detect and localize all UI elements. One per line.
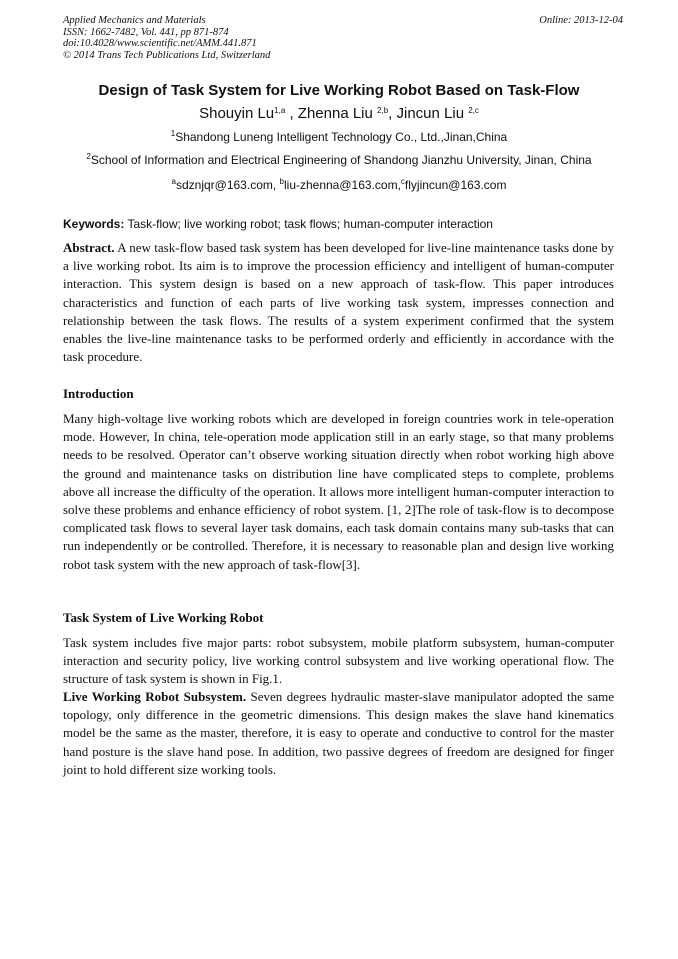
author-separator: , — [388, 105, 397, 122]
task-system-heading: Task System of Live Working Robot — [63, 610, 264, 625]
keywords-text: Task-flow; live working robot; task flows; human-computer interaction — [124, 217, 493, 231]
online-date: Online: 2013-12-04 — [539, 15, 623, 26]
journal-header — [63, 15, 623, 61]
keywords-label: Keywords: — [63, 217, 125, 231]
author-superscript: 2,c — [468, 106, 479, 115]
affiliation-superscript: 1 — [170, 129, 176, 138]
robot-subsystem-label: Live Working Robot Subsystem. — [63, 689, 247, 704]
affiliation-text: School of Information and Electrical Engineering of Shandong Jianzhu University, Jinan, China — [90, 153, 592, 167]
author-name: Jincun Liu — [396, 105, 469, 122]
doi-line: doi:10.4028/www.scientific.net/AMM.441.871 — [63, 38, 257, 50]
abstract-label: Abstract. — [63, 240, 115, 255]
author-name: Zhenna Liu — [297, 105, 378, 122]
author-superscript: 2,b — [377, 106, 389, 115]
affiliation-text: Shandong Luneng Intelligent Technology Co., Ltd.,Jinan,China — [175, 130, 508, 144]
robot-subsystem-paragraph — [63, 688, 614, 779]
introduction-heading: Introduction — [63, 386, 134, 401]
task-system-paragraph: Task system includes five major parts: robot subsystem, mobile platform subsystem, human-computer interaction and security policy, live working control subsystem and live working operational flow. The structure of task system is shown in Fig.1. — [63, 635, 614, 687]
email-superscript: a — [171, 177, 176, 186]
journal-name: Applied Mechanics and Materials — [63, 15, 206, 26]
affiliation-2 — [20, 153, 658, 167]
robot-subsystem-text: Seven degrees hydraulic master-slave manipulator adopted the same topology, only difference in the geometric dimensions. This design makes the slave hand kinematics model be the same as the master, therefore, it is easy to operate and conductive to control for the master hand posture is the slave hand pose. In addition, two passive degrees of freedom are designed for finger joint to hold different size working tools. — [63, 689, 614, 777]
introduction-paragraph: Many high-voltage live working robots which are developed in foreign countries work in tele-operation mode. However, In china, tele-operation mode application still in an early stage, so that many problems needs to be resolved. Operator can’t observe working situation directly when robot working high above the ground and maintenance tasks on distribution line have complicated steps to complete, problems above all increase the difficulty of the operation. It allows more intelligent human-computer interaction to solve these problems and enhance efficiency of robot system. [1, 2]The role of task-flow is to decompose complicated task flows to several layer task domains, each task domain contains many sub-tasks that can run independently or be controlled. Therefore, it is necessary to reasonable plan and design live working robot task system with the new approach of task-flow[3]. — [63, 411, 614, 572]
email-address: flyjincun@163.com — [404, 178, 507, 192]
author-line — [40, 105, 638, 122]
author-name: Shouyin Lu — [199, 105, 275, 122]
paper-title: Design of Task System for Live Working Robot Based on Task-Flow — [98, 82, 580, 99]
issn-line: ISSN: 1662-7482, Vol. 441, pp 871-874 — [63, 26, 229, 38]
keywords — [63, 217, 619, 231]
email-address: sdznjqr@163.com, — [175, 178, 280, 192]
author-superscript: 1,a — [274, 106, 286, 115]
email-superscript: b — [279, 177, 284, 186]
abstract — [63, 239, 614, 366]
affiliation-1 — [20, 130, 658, 144]
email-line — [20, 178, 658, 192]
abstract-text: A new task-flow based task system has been developed for live-line maintenance tasks done by a live working robot. Its aim is to improve the procession efficiency and intelligent of human-computer interaction. This system design is based on a new approach of task-flow. This paper introduces characteristics and function of each parts of live working task system, impresses connection and relationship between the task flows. The results of a system experiment confirmed that the system enables the live-line maintenance tasks to be performed orderly and efficiently in accordance with the task procedure. — [63, 240, 614, 365]
email-superscript: c — [400, 177, 405, 186]
author-separator: , — [285, 105, 298, 122]
email-address: liu-zhenna@163.com, — [283, 178, 401, 192]
copyright-line: © 2014 Trans Tech Publications Ltd, Switzerland — [63, 49, 271, 61]
affiliation-superscript: 2 — [86, 152, 91, 161]
